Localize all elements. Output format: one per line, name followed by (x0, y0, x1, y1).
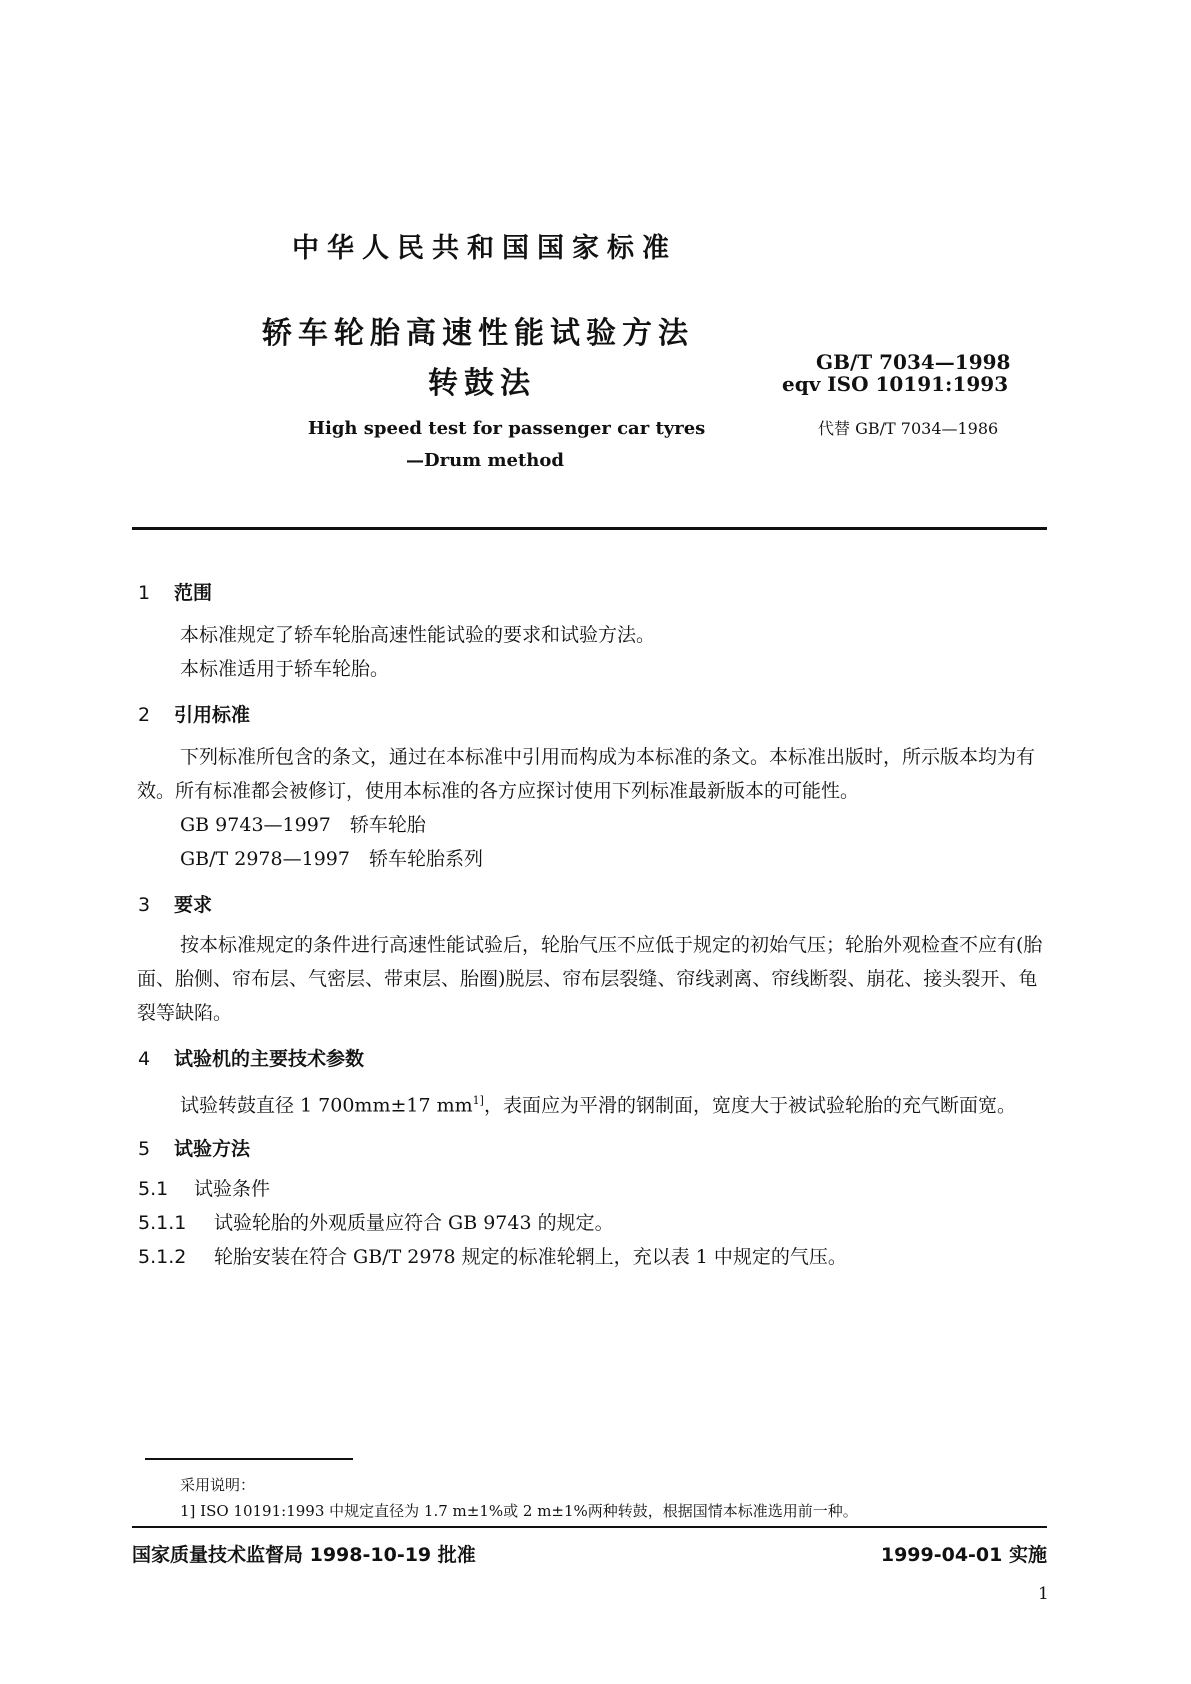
section-3-heading (138, 890, 212, 917)
section-5-title: 试验方法 (174, 1138, 251, 1160)
clause-5-1 (138, 1172, 270, 1206)
section-4-text-start: 试验转鼓直径 1 700mm±17 mm (180, 1094, 473, 1117)
footer-divider (132, 1526, 1047, 1528)
section-2-reference-1: GB 9743—1997 轿车轮胎 (180, 814, 426, 836)
section-2-heading (138, 700, 250, 727)
national-standard-title: 中华人民共和国国家标准 (292, 233, 677, 264)
section-3-title: 要求 (174, 894, 213, 916)
section-2-title: 引用标准 (174, 704, 251, 726)
standard-equivalence: eqv ISO 10191:1993 (782, 372, 1009, 396)
section-5-heading (138, 1134, 250, 1161)
section-2-paragraph: 下列标准所包含的条文，通过在本标准中引用而构成为本标准的条文。本标准出版时，所示版本均为有效。所有标准都会被修订，使用本标准的各方应探讨使用下列标准最新版本的可能性。 (137, 746, 1036, 802)
section-1-paragraph-2: 本标准适用于轿车轮胎。 (180, 658, 390, 680)
document-subtitle-en: —Drum method (406, 450, 564, 471)
page-number: 1 (1038, 1584, 1049, 1604)
footnote-divider (145, 1458, 353, 1460)
clause-5-1-2-text: 轮胎安装在符合 GB/T 2978 规定的标准轮辋上，充以表 1 中规定的气压。 (214, 1246, 847, 1268)
footnote-reference: 1] (472, 1094, 484, 1107)
section-4-heading (138, 1044, 364, 1071)
document-subtitle-cn: 转鼓法 (428, 366, 536, 401)
section-3-number: 3 (138, 894, 151, 916)
section-1-paragraph-1: 本标准规定了轿车轮胎高速性能试验的要求和试验方法。 (180, 624, 656, 646)
footnote-label: 采用说明： (180, 1476, 256, 1494)
document-title-en: High speed test for passenger car tyres (308, 418, 706, 439)
clause-5-1-number: 5.1 (138, 1178, 169, 1200)
clause-5-1-1 (138, 1206, 614, 1240)
clause-5-1-text: 试验条件 (194, 1178, 271, 1200)
section-4-paragraph (180, 1084, 1016, 1122)
section-4-title: 试验机的主要技术参数 (174, 1048, 365, 1070)
section-1-title: 范围 (174, 582, 213, 604)
replaces-standard: 代替 GB/T 7034—1986 (818, 419, 999, 438)
section-4-text-end: ，表面应为平滑的钢制面，宽度大于被试验轮胎的充气断面宽。 (483, 1094, 1016, 1117)
section-2-number: 2 (138, 704, 151, 726)
clause-5-1-1-number: 5.1.1 (138, 1212, 187, 1234)
effective-date: 1999-04-01 实施 (880, 1544, 1047, 1566)
section-1-heading (138, 578, 212, 605)
standard-number: GB/T 7034—1998 (816, 350, 1011, 374)
clause-5-1-2 (138, 1240, 847, 1274)
clause-5-1-2-number: 5.1.2 (138, 1246, 187, 1268)
section-3-paragraph: 按本标准规定的条件进行高速性能试验后，轮胎气压不应低于规定的初始气压；轮胎外观检查不应有(胎面、胎侧、帘布层、气密层、带束层、胎圈)脱层、帘布层裂缝、帘线剥离、帘线断裂、崩花、接头裂开、龟裂等缺陷。 (137, 934, 1043, 1024)
section-1-number: 1 (138, 582, 151, 604)
footnote-text: 1] ISO 10191:1993 中规定直径为 1.7 m±1%或 2 m±1%两种转鼓，根据国情本标准选用前一种。 (180, 1502, 858, 1520)
section-5-number: 5 (138, 1138, 151, 1160)
document-title-cn: 轿车轮胎高速性能试验方法 (262, 316, 694, 351)
section-4-number: 4 (138, 1048, 151, 1070)
header-divider (132, 527, 1047, 530)
clause-5-1-1-text: 试验轮胎的外观质量应符合 GB 9743 的规定。 (214, 1212, 614, 1234)
section-2-reference-2: GB/T 2978—1997 轿车轮胎系列 (180, 848, 483, 870)
approval-info: 国家质量技术监督局 1998-10-19 批准 (132, 1544, 476, 1566)
